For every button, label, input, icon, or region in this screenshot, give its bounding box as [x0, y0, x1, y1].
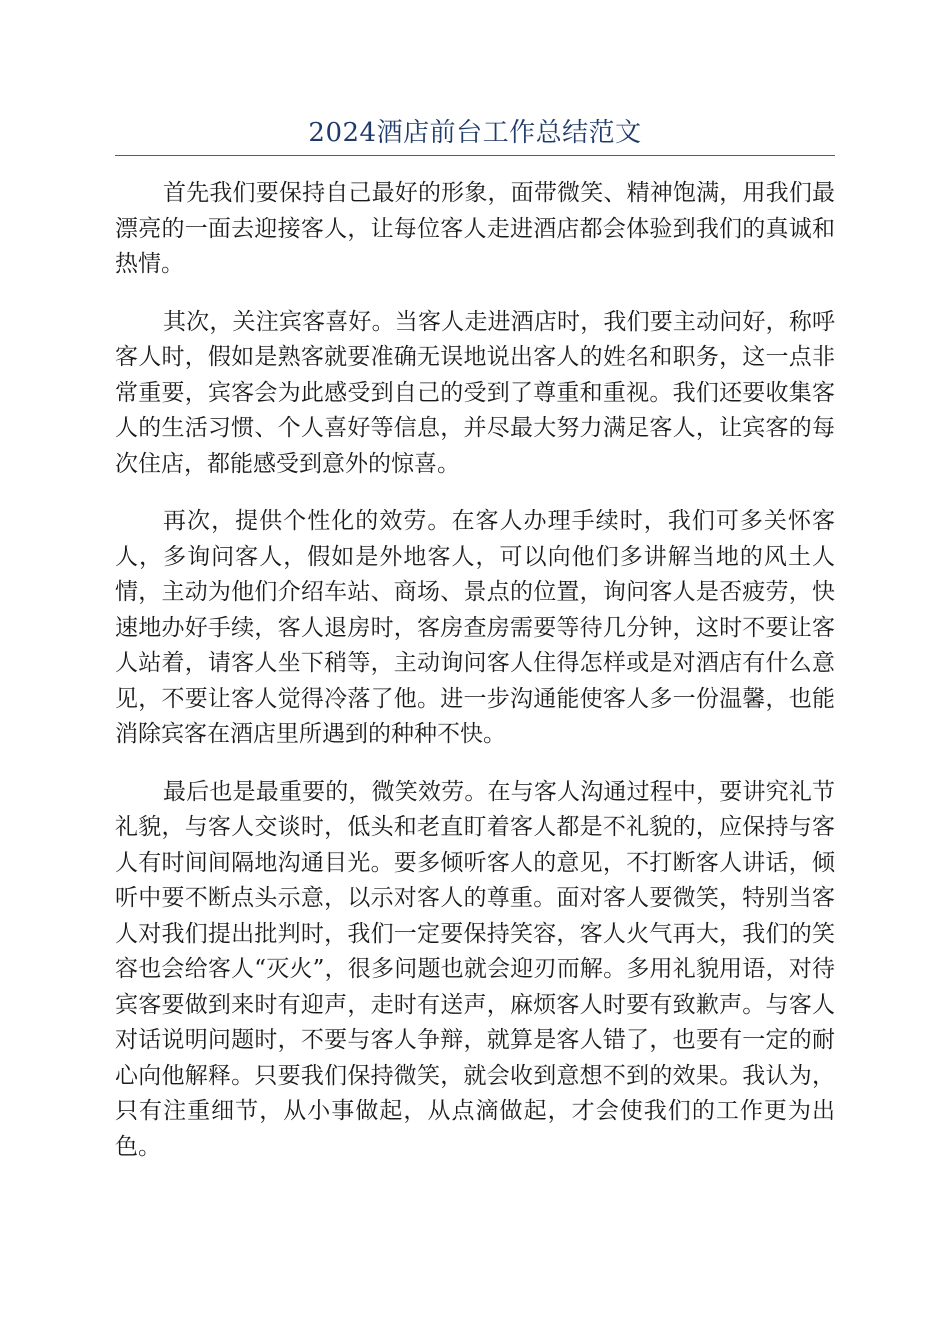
paragraph-4: 最后也是最重要的，微笑效劳。在与客人沟通过程中，要讲究礼节礼貌，与客人交谈时，低头和老直盯着客人都是不礼貌的，应保持与客人有时间间隔地沟通目光。要多倾听客人的意见，不打断客人讲话，倾听中要不断点头示意，以示对客人的尊重。面对客人要微笑，特别当客人对我们提出批判时，我们一定要保持笑容，客人火气再大，我们的笑容也会给客人“灭火”，很多问题也就会迎刃而解。多用礼貌用语，对待宾客要做到来时有迎声，走时有送声，麻烦客人时要有致歉声。与客人对话说明问题时，不要与客人争辩，就算是客人错了，也要有一定的耐心向他解释。只要我们保持微笑，就会收到意想不到的效果。我认为，只有注重细节，从小事做起，从点滴做起，才会使我们的工作更为出色。	[115, 778, 835, 1160]
title-underline	[115, 155, 835, 156]
paragraph-3: 再次，提供个性化的效劳。在客人办理手续时，我们可多关怀客人，多询问客人，假如是外地客人，可以向他们多讲解当地的风土人情，主动为他们介绍车站、商场、景点的位置，询问客人是否疲劳，快速地办好手续，客人退房时，客房查房需要等待几分钟，这时不要让客人站着，请客人坐下稍等，主动询问客人住得怎样或是对酒店有什么意见，不要让客人觉得冷落了他。进一步沟通能使客人多一份温馨，也能消除宾客在酒店里所遇到的种种不快。	[115, 508, 835, 747]
paragraph-1: 首先我们要保持自己最好的形象，面带微笑、精神饱满，用我们最漂亮的一面去迎接客人，让每位客人走进酒店都会体验到我们的真诚和热情。	[115, 180, 835, 277]
document-body	[115, 176, 835, 1187]
document-title: 2024酒店前台工作总结范文	[308, 118, 642, 148]
paragraph-2: 其次，关注宾客喜好。当客人走进酒店时，我们要主动问好，称呼客人时，假如是熟客就要准确无误地说出客人的姓名和职务，这一点非常重要，宾客会为此感受到自己的受到了尊重和重视。我们还要收集客人的生活习惯、个人喜好等信息，并尽最大努力满足客人，让宾客的每次住店，都能感受到意外的惊喜。	[115, 308, 835, 477]
